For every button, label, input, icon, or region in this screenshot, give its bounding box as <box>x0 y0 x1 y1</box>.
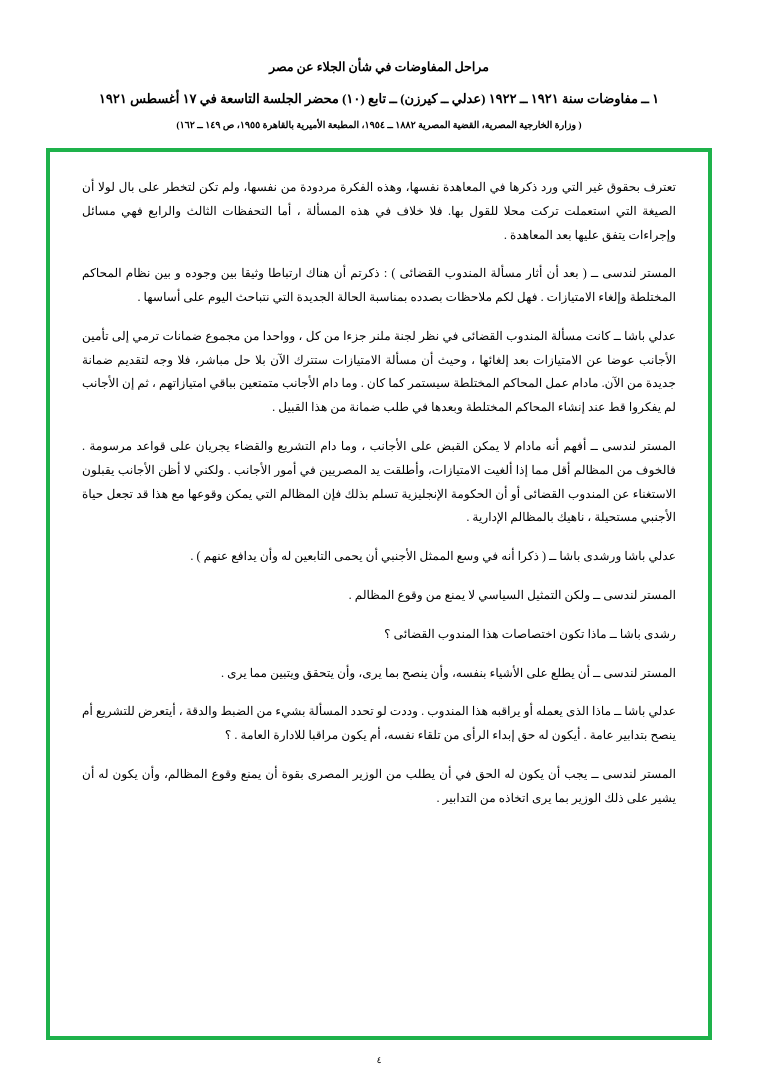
content-frame <box>46 148 712 1040</box>
paragraph: المستر لندسى ــ أفهم أنه مادام لا يمكن القبض على الأجانب ، وما دام التشريع والقضاء يجريان على قواعد مرسومة . فالخوف من المظالم أقل مما إذا ألغيت الامتيازات، وأطلقت يد المصريين في أمور الأجانب . ولكني لا أظن الأجانب يقبلون الاستغناء عن المندوب القضائى أو أن الحكومة الإنجليزية تسلم بذلك فإن المظالم التي يمكن وقوعها مع هذا قد تجعل حياة الأجنبي مستحيلة ، ناهيك بالمظالم الإدارية . <box>82 439 676 525</box>
paragraph: تعترف بحقوق غير التي ورد ذكرها في المعاهدة نفسها، وهذه الفكرة مردودة من نفسها، ولم تكن لتخطر على بال لولا أن الصيغة التي استعملت تركت محلا للقول بها. فلا خلاف في هذه المسألة ، أما التحفظات الثالث والرابع فهي مسائل وإجراءات يتفق عليها بعد المعاهدة . <box>82 180 676 242</box>
paragraph: المستر لندسى ــ يجب أن يكون له الحق في أن يطلب من الوزير المصرى بقوة أن يمنع وقوع المظالم، وأن يكون له أن يشير على ذلك الوزير بما يرى اتخاذه من التدابير . <box>82 766 676 805</box>
page-number: ٤ <box>376 1055 382 1065</box>
paragraph: عدلي باشا ورشدى باشا ــ ( ذكرا أنه في وسع الممثل الأجنبي أن يحمى التابعين له وأن يدافع عنهم ) . <box>190 549 676 564</box>
document-source-citation: ( وزارة الخارجية المصرية، القضية المصرية ١٨٨٢ ــ ١٩٥٤، المطبعة الأميرية بالقاهرة ١٩٥٥، ص ١٤٩ ــ ١٦٢) <box>176 121 582 132</box>
document-subtitle: ١ ــ مفاوضات سنة ١٩٢١ ــ ١٩٢٢ (عدلي ــ كيرزن) ــ تابع (١٠) محضر الجلسة التاسعة في ١٧ أغسطس ١٩٢١ <box>98 90 660 106</box>
content-body <box>50 152 708 1036</box>
paragraph: عدلي باشا ــ ماذا الذى يعمله أو يراقبه هذا المندوب . وددت لو تحدد المسألة بشيء من الضبط والدقة ، أيتعرض للتشريع أم ينصح بتدابير عامة . أيكون له حق إبداء الرأى من تلقاء نفسه، أم يكون مراقبا للادارة العامة . ؟ <box>82 704 676 743</box>
paragraph: المستر لندسى ــ ( بعد أن أثار مسألة المندوب القضائى ) : ذكرتم أن هناك ارتباطا وثيقا بين وجوده و بين نظام المحاكم المختلطة وإلغاء الامتيازات . فهل لكم ملاحظات بصدده بمناسبة الحالة الجديدة التي نتباحث اليوم على أساسها . <box>82 266 676 305</box>
paragraph: المستر لندسى ــ أن يطلع على الأشياء بنفسه، وأن ينصح بما يرى، وأن يتحقق ويتبين مما يرى . <box>220 665 676 680</box>
document-header <box>0 0 758 134</box>
document-title: مراحل المفاوضات في شأن الجلاء عن مصر <box>269 60 489 74</box>
paragraph: عدلي باشا ــ كانت مسألة المندوب القضائى في نظر لجنة ملنر جزءا من كل ، وواحدا من مجموع ضمانات ترمي إلى تأمين الأجانب عوضا عن الامتيازات بعد إلغائها ، وحيث أن مسألة الامتيازات ستترك الآن بلا حل مباشر، فلا وجه لتقديم ضمانة جديدة من الآن. مادام عمل المحاكم المختلطة سيستمر كما كان . وما دام الأجانب متمتعين بباقي امتيازاتهم ، ثم إن الأجانب لم يفكروا قط عند إنشاء المحاكم المختلطة وبعدها في طلب ضمانة من هذا القبيل . <box>82 328 676 415</box>
paragraph: المستر لندسى ــ ولكن التمثيل السياسي لا يمنع من وقوع المظالم . <box>348 587 676 602</box>
paragraph: رشدى باشا ــ ماذا تكون اختصاصات هذا المندوب القضائى ؟ <box>384 626 676 641</box>
